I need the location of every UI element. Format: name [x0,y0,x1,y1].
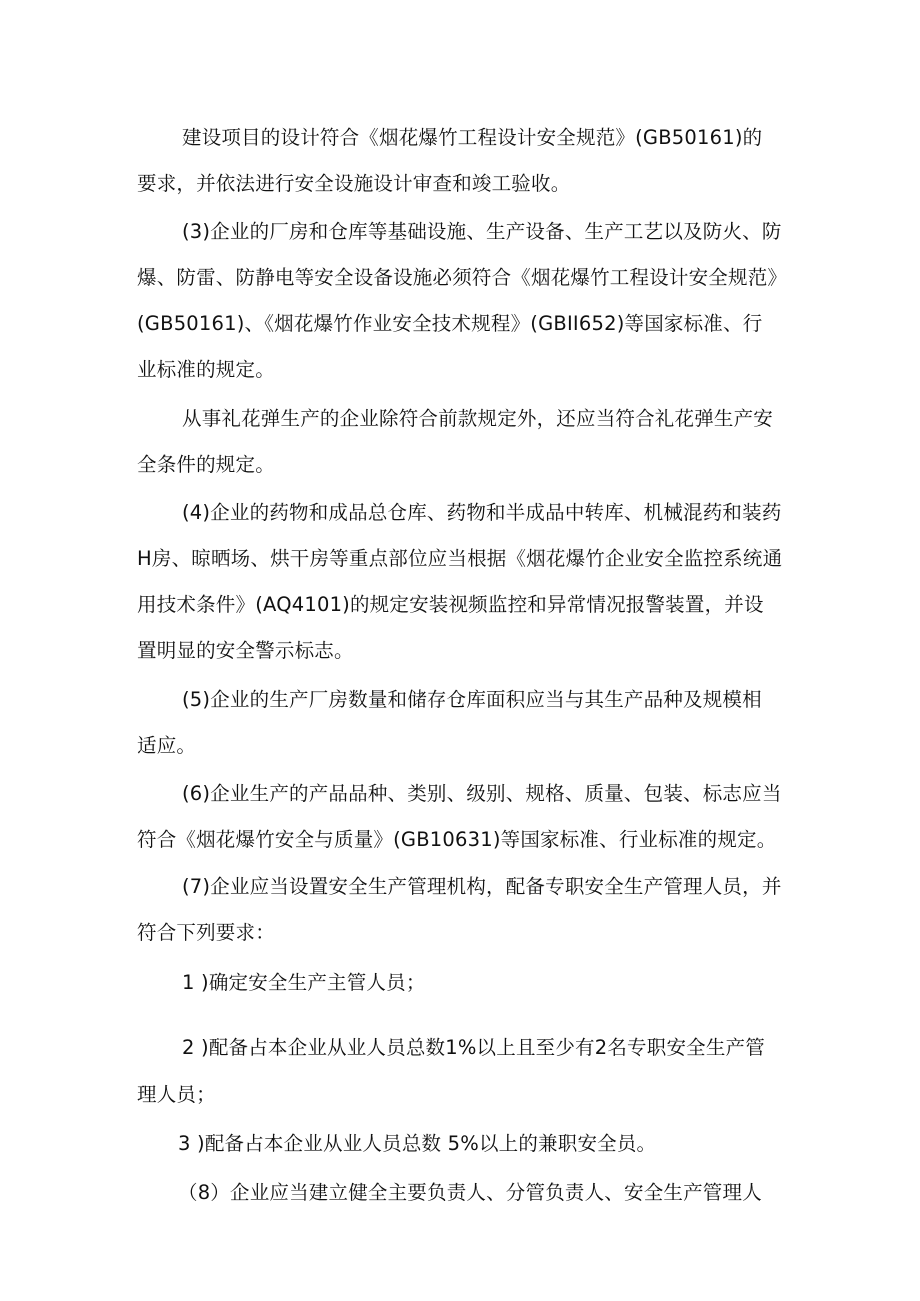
text-line: 用技术条件》(AQ4101)的规定安装视频监控和异常情况报警装置，并设 [137,593,764,616]
text-line: 全条件的规定。 [137,453,275,476]
text-line: (7)企业应当设置安全生产管理机构，配备专职安全生产管理人员，并 [182,875,782,898]
text-line: 爆、防雷、防静电等安全设备设施必须符合《烟花爆竹工程设计安全规范》 [137,266,788,289]
text-line: 符合下列要求： [137,921,275,944]
text-line: 业标准的规定。 [137,358,275,381]
text-line: (4)企业的药物和成品总仓库、药物和半成品中转库、机械混药和装药 [182,501,782,524]
text-line: (5)企业的生产厂房数量和储存仓库面积应当与其生产品种及规模相 [182,688,762,711]
text-line: 置明显的安全警示标志。 [137,639,354,662]
text-line: 从事礼花弹生产的企业除符合前款规定外，还应当符合礼花弹生产安 [182,407,774,430]
text-line: 建设项目的设计符合《烟花爆竹工程设计安全规范》(GB50161)的 [182,126,763,149]
text-line: 符合《烟花爆竹安全与质量》(GB10631)等国家标准、行业标准的规定。 [137,828,777,851]
text-line: 理人员； [137,1083,216,1106]
text-line: 2 )配备占本企业从业人员总数1%以上且至少有2名专职安全生产管 [182,1036,765,1059]
text-line: (GB50161)、《烟花爆竹作业安全技术规程》(GBII652)等国家标准、行 [137,312,763,335]
text-line: H房、晾晒场、烘干房等重点部位应当根据《烟花爆竹企业安全监控系统通 [137,547,783,570]
text-line: (6)企业生产的产品品种、类别、级别、规格、质量、包装、标志应当 [182,782,782,805]
text-line: (3)企业的厂房和仓库等基础设施、生产设备、生产工艺以及防火、防 [182,220,782,243]
text-line: 适应。 [137,734,197,757]
text-line: （8）企业应当建立健全主要负责人、分管负责人、安全生产管理人 [178,1181,762,1204]
text-line: 要求，并依法进行安全设施设计审查和竣工验收。 [137,172,571,195]
text-line: 1 )确定安全生产主管人员； [182,971,426,994]
text-line: 3 )配备占本企业从业人员总数 5%以上的兼职安全员。 [178,1132,657,1155]
